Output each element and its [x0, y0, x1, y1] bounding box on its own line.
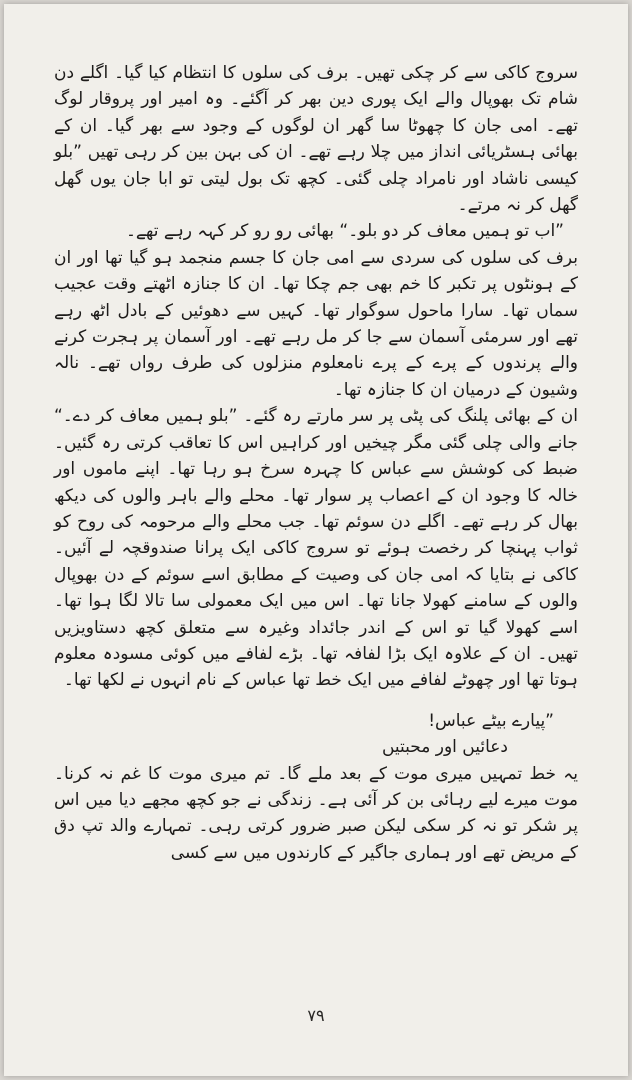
page-body-text: [54, 60, 578, 866]
letter-salutation: ”پیارے بیٹے عباس!: [428, 710, 554, 731]
page-number: ۷۹: [307, 1006, 325, 1025]
paragraph: ان کے بھائی پلنگ کی پٹی پر سر مارتے رہ گئے۔ ”بلو ہمیں معاف کر دے۔“ جانے والی چلی گئی مگر چیخیں اور کراہیں اس کا تعاقب کرتی رہ گئیں۔ ضبط کی کوشش سے عباس کا چہرہ سرخ ہو رہا تھا۔ اپنے ماموں اور خالہ کا وجود ان کے اعصاب پر سوار تھا۔ محلے والے باہر والوں کی دیکھ بھال کر رہے تھے۔ اگلے دن سوئم تھا۔ جب محلے والے مرحومہ کی روح کو ثواب پہنچا کر رخصت ہوئے تو سروج کاکی ایک پرانا صندوقچہ لے آئیں۔ کاکی نے بتایا کہ امی جان کی وصیت کے مطابق اسے سوئم کے دن بھوپال والوں کے سامنے کھولا جانا تھا۔ اس میں ایک معمولی سا تالا لگا ہوا تھا۔ اسے کھولا گیا تو اس کے اندر جائداد وغیرہ سے متعلق کچھ دستاویزیں تھیں۔ ان کے علاوہ ایک بڑا لفافہ تھا۔ بڑے لفافے میں کوئی مسودہ معلوم ہوتا تھا اور چھوٹے لفافے میں ایک خط تھا عباس کے نام انہوں نے لکھا تھا۔: [54, 406, 578, 691]
paragraph-quote: ”اب تو ہمیں معاف کر دو بلو۔“ بھائی رو رو کر کہہ رہے تھے۔: [125, 221, 564, 242]
paragraph: یہ خط تمہیں میری موت کے بعد ملے گا۔ تم میری موت کا غم نہ کرنا۔ موت میرے لیے رہائی بن کر آئی ہے۔ زندگی نے جو کچھ مجھے دیا میں اس پر شکر تو نہ کر سکی لیکن صبر ضرور کرتی رہی۔ تمہارے والد تپ دق کے مریض تھے اور ہماری جاگیر کے کارندوں میں سے کسی: [54, 763, 578, 863]
paragraph: سروج کاکی سے کر چکی تھیں۔ برف کی سلوں کا انتظام کیا گیا۔ اگلے دن شام تک بھوپال والے ایک پوری دین بھر کر آگئے۔ وہ امیر اور پروقار لوگ تھے۔ امی جان کا چھوٹا سا گھر ان لوگوں کے وجود سے بھر گیا۔ ان کے بھائی ہسٹریائی انداز میں چلا رہے تھے۔ ان کی بہن بین کر رہی تھیں ”بلو کیسی ناشاد اور نامراد چلی گئی۔ کچھ تک بول لیتی تو ابا جان یوں گھل گھل کر نہ مرتے۔: [54, 63, 578, 216]
letter-greeting: دعائیں اور محبتیں: [381, 737, 508, 758]
paragraph: برف کی سلوں کی سردی سے امی جان کا جسم منجمد ہو گیا تھا اور ان کے ہونٹوں پر تکبر کا خم بھی جم چکا تھا۔ ان کا جنازہ اٹھتے وقت عجیب سماں تھا۔ سارا ماحول سوگوار تھا۔ کہیں سے دھوئیں کے بادل اٹھ رہے تھے اور سرمئی آسمان سے جا کر مل رہے تھے۔ اور آسمان پر ہجرت کرنے والے پرندوں کے پرے کے پرے نامعلوم منزلوں کی طرف رواں تھے۔ نالہ وشیون کے درمیان ان کا جنازہ تھا۔: [54, 247, 578, 400]
book-page: [4, 4, 628, 1076]
